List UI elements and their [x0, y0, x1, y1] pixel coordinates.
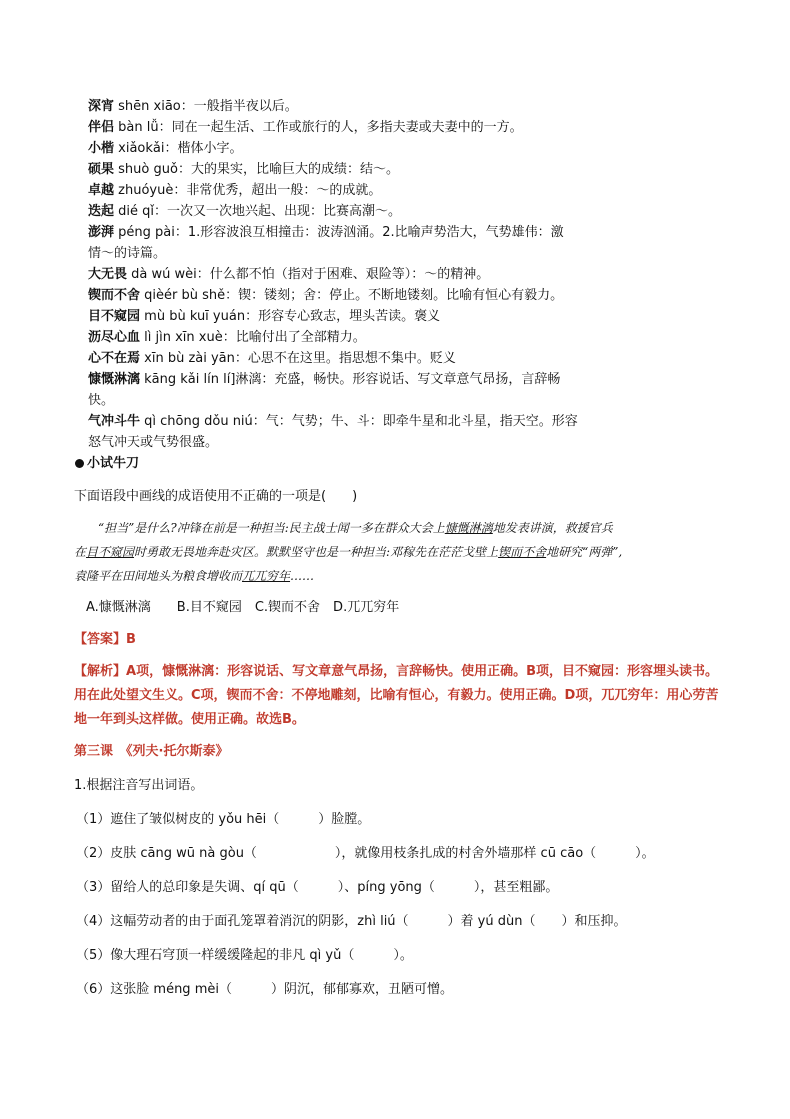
- passage-line: 在目不窥园时勇敢无畏地奔赴灾区。默默坚守也是一种担当:邓稼先在茫茫戈壁上锲而不舍地研究“两弹”,: [74, 545, 623, 559]
- vocab-entry: 锲而不舍 qièér bù shě：锲：镂刻；舍：停止。不断地镂刻。比喻有恒心有毅力。: [88, 288, 564, 303]
- answer-options: A.慷慨淋漓 B.目不窥园 C.锲而不舍 D.兀兀穷年: [86, 600, 400, 615]
- vocab-entry: 大无畏 dà wú wèi：什么都不怕（指对于困难、艰险等）：～的精神。: [88, 267, 490, 282]
- vocab-entry: 硕果 shuò guǒ：大的果实，比喻巨大的成绩：结～。: [88, 162, 399, 177]
- vocab-entry: 迭起 dié qǐ：一次又一次地兴起、出现：比赛高潮～。: [88, 204, 402, 219]
- vocab-entry: 沥尽心血 lì jìn xīn xuè：比喻付出了全部精力。: [88, 330, 366, 345]
- question-text: 下面语段中画线的成语使用不正确的一项是( ): [74, 489, 358, 504]
- answer-line: 【答案】B: [74, 632, 136, 647]
- vocab-entry: 心不在焉 xīn bù zài yān：心思不在这里。指思想不集中。贬义: [88, 351, 456, 366]
- vocab-entry: 气冲斗牛 qì chōng dǒu niú：气：气势；牛、斗：即牵牛星和北斗星，指天空。形容: [88, 414, 578, 429]
- fill-item: （1）遮住了皱似树皮的 yǒu hēi（ ）脸膛。: [76, 812, 371, 827]
- underlined-idiom: 目不窥园: [86, 545, 135, 559]
- analysis-block: 【解析】A项，慷慨淋漓：形容说话、写文章意气昂扬，言辞畅快。使用正确。B项，目不窥园：形容埋头读书。用在此处望文生义。C项，锲而不舍：不停地雕刻，比喻有恒心，有毅力。使用正确。D项，兀兀穷年：用心劳苦地一年到头这样做。使用正确。故选B。: [74, 664, 719, 727]
- vocab-entry: 卓越 zhuóyuè：非常优秀，超出一般：～的成就。: [88, 183, 382, 198]
- passage-line: 袁隆平在田间地头为粮食增收而兀兀穷年……: [74, 569, 315, 583]
- underlined-idiom: 慷慨淋漓: [444, 521, 493, 535]
- fill-item: （3）留给人的总印象是失调、qí qū（ ）、píng yōng（ ），甚至粗鄙。: [76, 880, 559, 895]
- vocab-entry: 澎湃 péng pài：1.形容波浪互相撞击：波涛汹涌。2.比喻声势浩大，气势雄伟：激: [88, 225, 564, 240]
- vocab-entry-continued: 快。: [88, 393, 115, 408]
- vocab-entry-continued: 怒气冲天或气势很盛。: [88, 435, 219, 450]
- bullet-icon: [75, 459, 84, 468]
- vocab-entry: 小楷 xiǎokǎi：楷体小字。: [88, 141, 243, 156]
- fill-item: （5）像大理石穹顶一样缓缓隆起的非凡 qì yǔ（ ）。: [76, 948, 413, 963]
- fill-item: （4）这幅劳动者的由于面孔笼罩着消沉的阴影，zhì liú（ ）着 yú dùn（ ）和压抑。: [76, 914, 627, 929]
- passage-line: “担当”是什么?冲锋在前是一种担当:民主战士闻一多在群众大会上慷慨淋漓地发表讲演，救援官兵: [74, 521, 613, 535]
- vocab-entry: 伴侣 bàn lǚ：同在一起生活、工作或旅行的人，多指夫妻或夫妻中的一方。: [88, 120, 523, 135]
- vocab-entry: 目不窥园 mù bù kuī yuán：形容专心致志，埋头苦读。褒义: [88, 309, 441, 324]
- underlined-idiom: 锲而不舍: [498, 545, 547, 559]
- fill-item: （2）皮肤 cāng wū nà gòu（ ），就像用枝条扎成的村舍外墙那样 cū cāo（ ）。: [76, 846, 655, 861]
- section-heading: 小试牛刀: [75, 452, 139, 471]
- vocabulary-list: [88, 96, 718, 453]
- fill-item: （6）这张脸 méng mèi（ ）阴沉，郁郁寡欢，丑陋可憎。: [76, 982, 453, 997]
- question-passage: [74, 516, 734, 588]
- vocab-entry: 慷慨淋漓 kāng kǎi lín lí]淋漓：充盛，畅快。形容说话、写文章意气昂扬，言辞畅: [88, 372, 561, 387]
- vocab-entry-continued: 情～的诗篇。: [88, 246, 167, 261]
- lesson-title: 第三课 《列夫·托尔斯泰》: [74, 744, 229, 759]
- underlined-idiom: 兀兀穷年: [242, 569, 291, 583]
- task-instruction: 1.根据注音写出词语。: [74, 778, 204, 793]
- vocab-entry: 深宵 shēn xiāo：一般指半夜以后。: [88, 99, 298, 114]
